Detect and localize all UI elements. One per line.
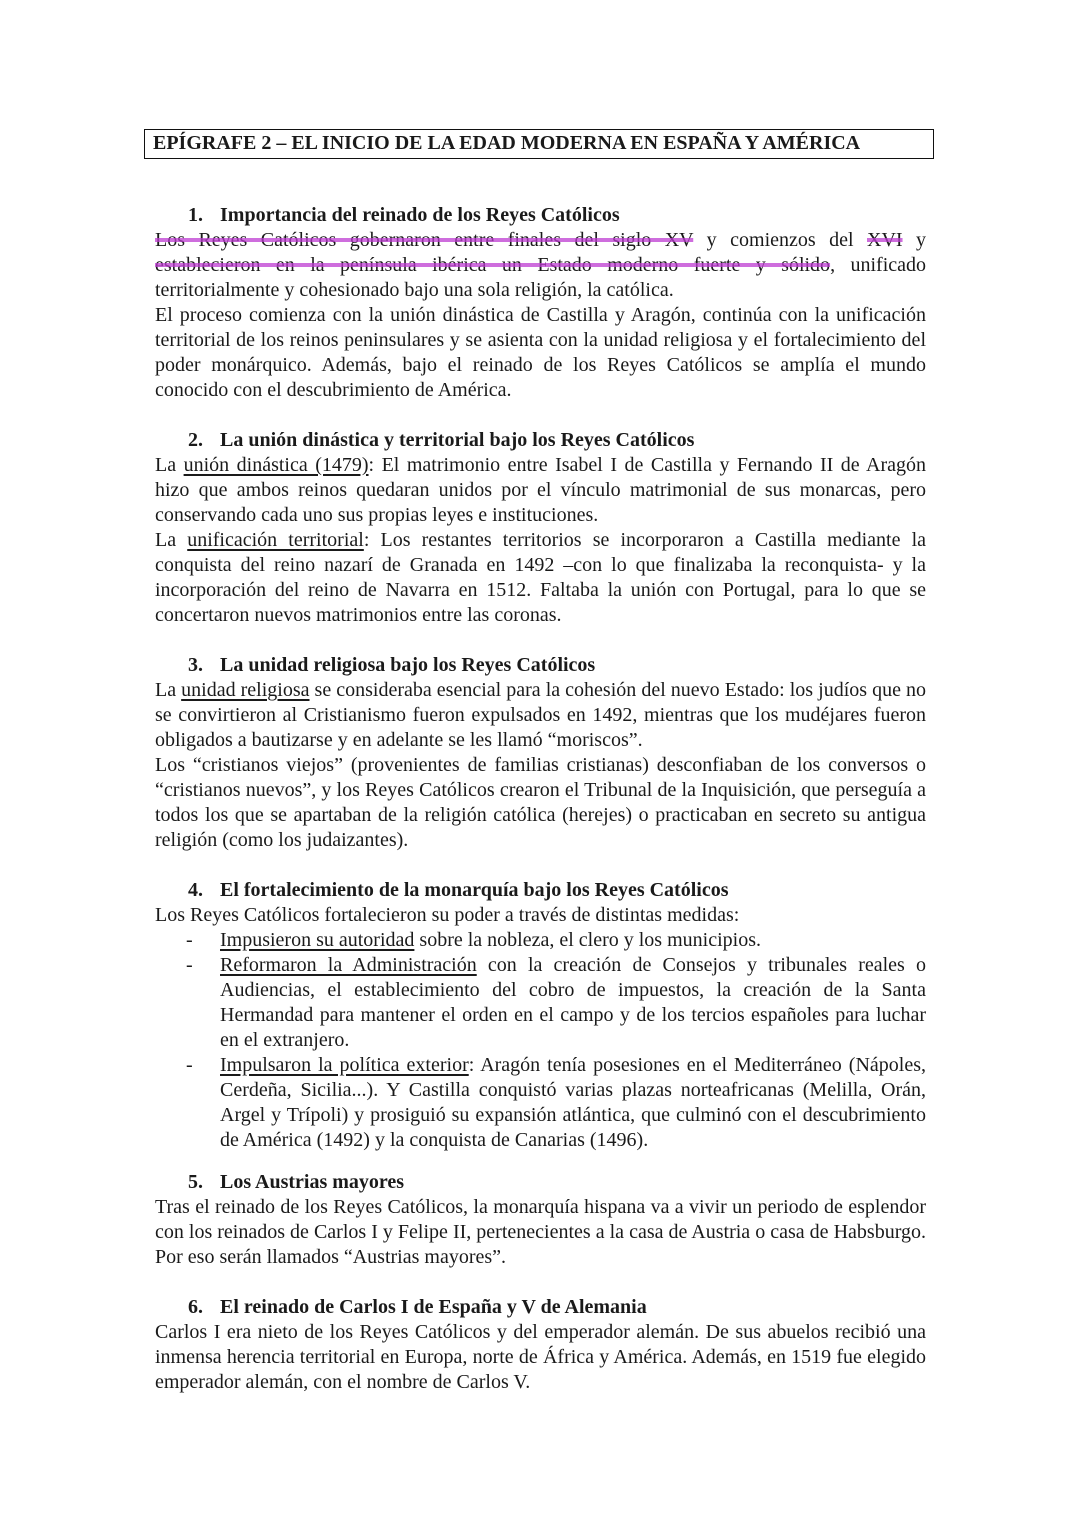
section-3-paragraph-1 bbox=[155, 678, 926, 753]
highlight-mark: establecieron en la península ibérica un Estado moderno fuerte y sólido bbox=[155, 254, 831, 276]
section-2-paragraph-2 bbox=[155, 528, 926, 628]
text-span: : Aragón tenía posesiones en el Mediterráneo (Nápoles, Cerdeña, Sicilia...). Y Castilla conquistó varias plazas norteafricanas (Melilla, Orán, Argel y Trípoli) y prosiguió su expansión atlántica, que culminó con el descubrimiento de América (1492) y la conquista de Canarias (1496). bbox=[220, 1054, 926, 1151]
section-3-heading bbox=[188, 653, 595, 678]
section-5-heading bbox=[188, 1170, 404, 1195]
section-2-heading bbox=[188, 428, 694, 453]
section-6-title: El reinado de Carlos I de España y V de Alemania bbox=[220, 1296, 647, 1318]
text-span: , unificado territorialmente y cohesionado bajo una sola religión, la católica. bbox=[155, 254, 927, 301]
underlined-term: unidad religiosa bbox=[181, 679, 310, 701]
section-6-paragraph-1: Carlos I era nieto de los Reyes Católicos y del emperador alemán. De sus abuelos recibió una inmensa herencia territorial en Europa, norte de África y América. Además, en 1519 fue elegido emperador alemán, con el nombre de Carlos V. bbox=[155, 1321, 926, 1393]
section-5-paragraph-1: Tras el reinado de los Reyes Católicos, la monarquía hispana va a vivir un periodo de esplendor con los reinados de Carlos I y Felipe II, pertenecientes a la casa de Austria o casa de Habsburgo. Por eso serán llamados “Austrias mayores”. bbox=[155, 1196, 926, 1268]
section-3-number: 3. bbox=[188, 654, 203, 676]
text-span: La bbox=[155, 529, 188, 551]
section-1-paragraph-2: El proceso comienza con la unión dinástica de Castilla y Aragón, continúa con la unificación territorial de los reinos peninsulares y se asienta con la unidad religiosa y el fortalecimiento del poder monárquico. Además, bajo el reinado de los Reyes Católicos se amplía el mundo conocido con el descubrimiento de América. bbox=[155, 304, 926, 401]
text-span: La bbox=[155, 454, 184, 476]
section-4-title: El fortalecimiento de la monarquía bajo los Reyes Católicos bbox=[220, 879, 729, 901]
text-span: sobre la nobleza, el clero y los municipios. bbox=[414, 929, 761, 951]
text-span: : El matrimonio entre Isabel I de Castilla y Fernando II de Aragón hizo que ambos reinos quedaran unidos por el vínculo matrimonial de sus monarcas, pero conservando cada uno sus propias leyes e instituciones. bbox=[155, 454, 926, 526]
underlined-term: unificación territorial bbox=[187, 529, 364, 551]
section-3-title: La unidad religiosa bajo los Reyes Católicos bbox=[220, 654, 596, 676]
text-span: con la creación de Consejos y tribunales reales o Audiencias, el establecimiento del cobro de impuestos, la creación de la Santa Hermandad para mantener el orden en el campo y de los tercios españoles para luchar en el extranjero. bbox=[220, 954, 927, 1051]
bullet-dash: - bbox=[186, 954, 193, 976]
text-span: se consideraba esencial para la cohesión del nuevo Estado: los judíos que no se convirtieron al Cristianismo fueron expulsados en 1492, mientras que los mudéjares fueron obligados a bautizarse y en adelante se les llamó “moriscos”. bbox=[155, 679, 926, 751]
bullet-dash: - bbox=[186, 1054, 193, 1076]
section-4-bullet-1 bbox=[220, 928, 926, 953]
text-span: y comienzos del bbox=[693, 229, 867, 251]
section-1-title: Importancia del reinado de los Reyes Católicos bbox=[220, 204, 620, 226]
text-span: La bbox=[155, 679, 182, 701]
underlined-term: unión dinástica (1479) bbox=[183, 454, 369, 476]
underlined-term: Impusieron su autoridad bbox=[220, 929, 415, 951]
section-4-bullet-3 bbox=[220, 1053, 926, 1153]
section-4-bullet-2 bbox=[220, 953, 926, 1053]
highlight-mark: Los Reyes Católicos gobernaron entre finales del siglo XV bbox=[155, 229, 694, 251]
section-2-paragraph-1 bbox=[155, 453, 926, 528]
document-title: EPÍGRAFE 2 – EL INICIO DE LA EDAD MODERNA EN ESPAÑA Y AMÉRICA bbox=[144, 129, 934, 159]
section-6-number: 6. bbox=[188, 1296, 203, 1318]
section-5-title: Los Austrias mayores bbox=[220, 1171, 405, 1193]
section-4-number: 4. bbox=[188, 879, 203, 901]
section-6-heading bbox=[188, 1295, 647, 1320]
section-2-title: La unión dinástica y territorial bajo los Reyes Católicos bbox=[220, 429, 695, 451]
bullet-dash: - bbox=[186, 929, 193, 951]
text-span: : Los restantes territorios se incorporaron a Castilla mediante la conquista del reino nazarí de Granada en 1492 –con lo que finalizaba la reconquista- y la incorporación del reino de Navarra en 1512. Faltaba la unión con Portugal, para lo que se concertaron nuevos matrimonios entre las coronas. bbox=[155, 529, 927, 626]
underlined-term: Reformaron la Administración bbox=[220, 954, 477, 976]
section-1-paragraph-1 bbox=[155, 228, 926, 303]
underlined-term: Impulsaron la política exterior bbox=[220, 1054, 469, 1076]
section-5-number: 5. bbox=[188, 1171, 203, 1193]
section-1-number: 1. bbox=[188, 204, 203, 226]
text-span: y bbox=[902, 229, 926, 251]
section-2-number: 2. bbox=[188, 429, 203, 451]
section-4-intro: Los Reyes Católicos fortalecieron su poder a través de distintas medidas: bbox=[155, 904, 740, 926]
section-1-heading bbox=[188, 203, 620, 228]
section-4-heading bbox=[188, 878, 728, 903]
section-3-paragraph-2: Los “cristianos viejos” (provenientes de familias cristianas) desconfiaban de los conversos o “cristianos nuevos”, y los Reyes Católicos crearon el Tribunal de la Inquisición, que perseguía a todos los que se apartaban de la religión católica (herejes) o practicaban en secreto su antigua religión (como los judaizantes). bbox=[155, 754, 926, 851]
strike-mark: XVI bbox=[867, 229, 903, 251]
